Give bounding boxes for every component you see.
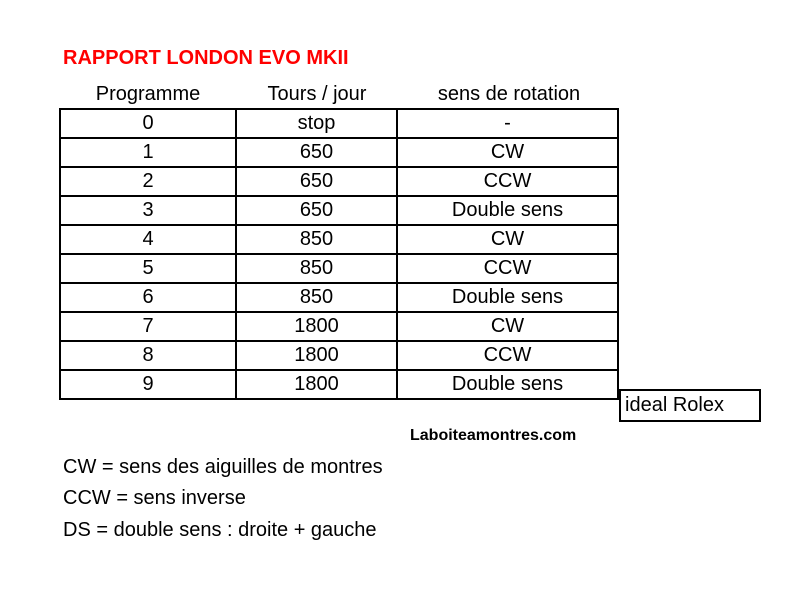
cell-tours: 650 bbox=[236, 196, 397, 225]
cell-tours: 850 bbox=[236, 283, 397, 312]
cell-tours: 1800 bbox=[236, 341, 397, 370]
table-row bbox=[60, 109, 618, 138]
cell-programme: 5 bbox=[60, 254, 236, 283]
cell-tours: 1800 bbox=[236, 312, 397, 341]
cell-sens: Double sens bbox=[397, 283, 618, 312]
cell-sens: CW bbox=[397, 138, 618, 167]
page-title: RAPPORT LONDON EVO MKII bbox=[63, 47, 349, 69]
cell-sens: CCW bbox=[397, 254, 618, 283]
site-name: Laboiteamontres.com bbox=[410, 427, 577, 444]
rolex-note: ideal Rolex bbox=[619, 389, 761, 422]
cell-sens: Double sens bbox=[397, 370, 618, 399]
legend-ds: DS = double sens : droite + gauche bbox=[63, 519, 377, 541]
cell-programme: 0 bbox=[60, 109, 236, 138]
cell-sens: - bbox=[397, 109, 618, 138]
cell-tours: 850 bbox=[236, 225, 397, 254]
cell-programme: 7 bbox=[60, 312, 236, 341]
cell-sens: CW bbox=[397, 225, 618, 254]
cell-tours: 650 bbox=[236, 138, 397, 167]
cell-tours: 650 bbox=[236, 167, 397, 196]
table-header bbox=[60, 80, 620, 108]
cell-sens: CW bbox=[397, 312, 618, 341]
cell-sens: CCW bbox=[397, 341, 618, 370]
table-row bbox=[60, 167, 618, 196]
cell-programme: 8 bbox=[60, 341, 236, 370]
cell-programme: 1 bbox=[60, 138, 236, 167]
table-row bbox=[60, 196, 618, 225]
cell-programme: 9 bbox=[60, 370, 236, 399]
cell-tours: 1800 bbox=[236, 370, 397, 399]
cell-programme: 2 bbox=[60, 167, 236, 196]
cell-tours: stop bbox=[236, 109, 397, 138]
header-tours: Tours / jour bbox=[267, 83, 367, 105]
programme-table bbox=[59, 108, 619, 400]
legend-ccw: CCW = sens inverse bbox=[63, 487, 246, 509]
cell-tours: 850 bbox=[236, 254, 397, 283]
cell-programme: 3 bbox=[60, 196, 236, 225]
table-row bbox=[60, 341, 618, 370]
header-programme: Programme bbox=[95, 83, 201, 105]
table-row bbox=[60, 225, 618, 254]
header-sens: sens de rotation bbox=[437, 83, 581, 105]
table-row bbox=[60, 283, 618, 312]
table-row bbox=[60, 312, 618, 341]
cell-programme: 6 bbox=[60, 283, 236, 312]
table-row bbox=[60, 138, 618, 167]
legend-cw: CW = sens des aiguilles de montres bbox=[63, 456, 383, 478]
table-row bbox=[60, 254, 618, 283]
cell-sens: Double sens bbox=[397, 196, 618, 225]
cell-sens: CCW bbox=[397, 167, 618, 196]
cell-programme: 4 bbox=[60, 225, 236, 254]
table-row bbox=[60, 370, 618, 399]
